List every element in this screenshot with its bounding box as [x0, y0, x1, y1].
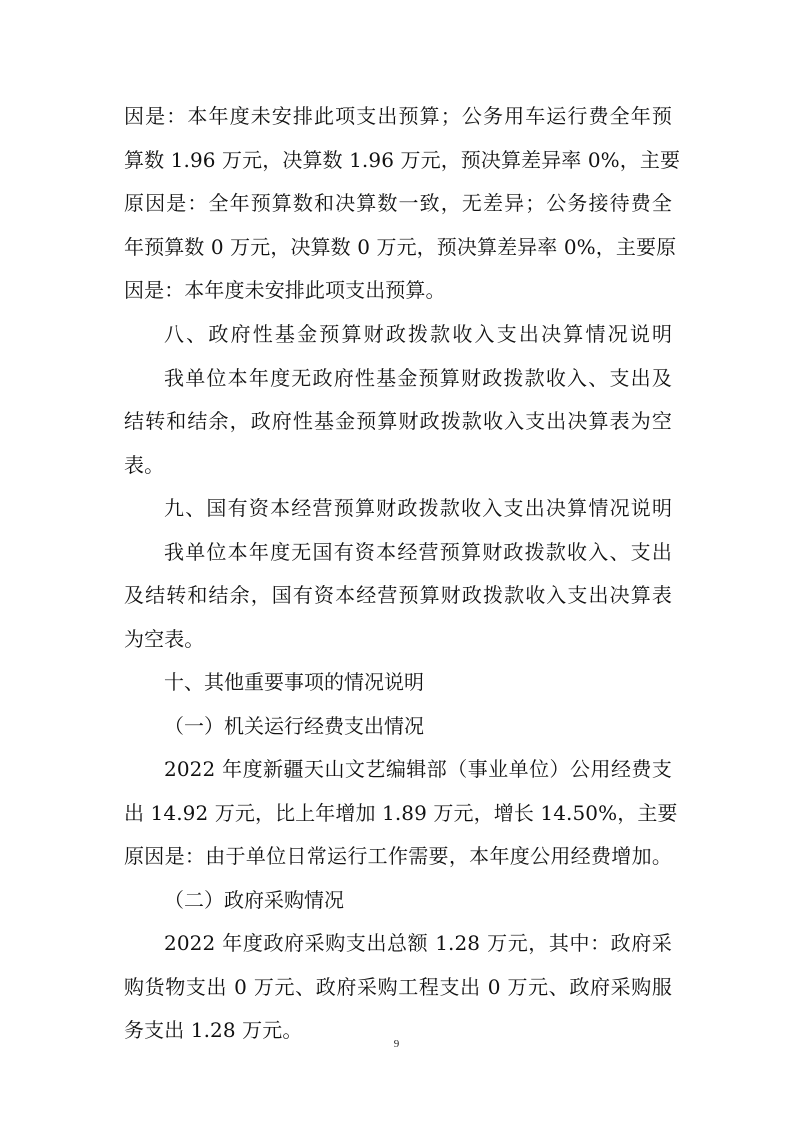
body-text-line: 2022 年度新疆天山文艺编辑部（事业单位）公用经费支 — [164, 757, 672, 781]
body-text-line: 算数 1.96 万元，决算数 1.96 万元，预决算差异率 0%，主要 — [124, 148, 681, 172]
body-text-line: 及结转和结余，国有资本经营预算财政拨款收入支出决算表 — [124, 583, 672, 607]
body-text-line: 原因是：由于单位日常运行工作需要，本年度公用经费增加。 — [124, 844, 672, 868]
body-text-line: 我单位本年度无政府性基金预算财政拨款收入、支出及 — [164, 366, 672, 390]
body-text-line: 购货物支出 0 万元、政府采购工程支出 0 万元、政府采购服 — [124, 975, 672, 999]
body-text-line: 因是：本年度未安排此项支出预算；公务用车运行费全年预 — [124, 104, 672, 128]
body-text-line: 结转和结余，政府性基金预算财政拨款收入支出决算表为空 — [124, 409, 672, 433]
page-number: 9 — [393, 1038, 400, 1050]
body-text-line: 因是：本年度未安排此项支出预算。 — [124, 278, 446, 302]
body-text-line: 为空表。 — [124, 627, 205, 651]
subsection-heading-2: （二）政府采购情况 — [164, 888, 344, 912]
subsection-heading-1: （一）机关运行经费支出情况 — [164, 714, 424, 738]
body-text-line: 年预算数 0 万元，决算数 0 万元，预决算差异率 0%，主要原 — [124, 235, 677, 259]
body-text-line: 务支出 1.28 万元。 — [124, 1018, 303, 1042]
body-text-line: 2022 年度政府采购支出总额 1.28 万元，其中：政府采 — [164, 931, 672, 955]
body-text-line: 表。 — [124, 453, 165, 477]
body-text-line: 原因是：全年预算数和决算数一致，无差异；公务接待费全 — [124, 191, 672, 215]
body-text-line: 出 14.92 万元，比上年增加 1.89 万元，增长 14.50%，主要 — [124, 801, 678, 825]
body-text-line: 我单位本年度无国有资本经营预算财政拨款收入、支出 — [164, 540, 672, 564]
section-heading-10: 十、其他重要事项的情况说明 — [164, 670, 424, 694]
section-heading-9: 九、国有资本经营预算财政拨款收入支出决算情况说明 — [164, 496, 672, 520]
section-heading-8: 八、政府性基金预算财政拨款收入支出决算情况说明 — [164, 322, 672, 346]
